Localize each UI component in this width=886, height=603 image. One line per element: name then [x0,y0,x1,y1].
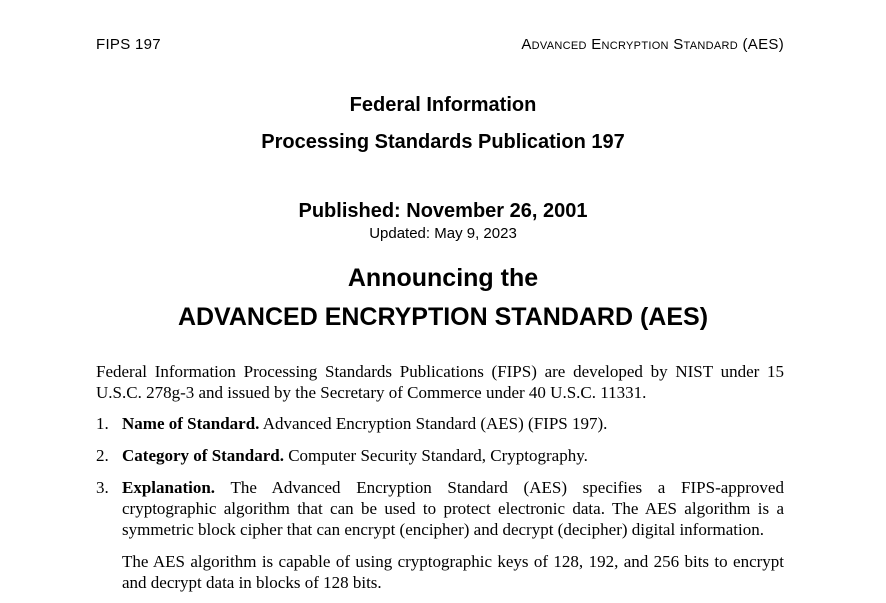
header-doc-id: FIPS 197 [96,36,161,53]
item-number: 3. [96,478,109,497]
item-heading: Explanation. [122,478,216,497]
list-item [96,445,784,466]
item-heading: Name of Standard. [122,414,260,433]
numbered-list-item-2 [96,445,784,466]
item-heading: Category of Standard. [122,446,284,465]
announcing-heading: Announcing the [347,264,539,292]
item-number: 2. [96,446,109,465]
published-date: Published: November 26, 2001 [298,200,588,222]
header-doc-title: Advanced Encryption Standard (AES) [521,36,784,53]
standard-name-heading: ADVANCED ENCRYPTION STANDARD (AES) [177,303,709,331]
explanation-paragraph-2: The AES algorithm is capable of using cryptographic keys of 128, 192, and 256 bits to encrypt and decrypt data in blocks of 128 bits. [122,552,784,592]
running-header [96,36,784,56]
item-text: Advanced Encryption Standard (AES) (FIPS 197). [262,414,608,433]
list-item [96,477,784,540]
numbered-list-item-1 [96,413,784,434]
updated-date: Updated: May 9, 2023 [369,225,517,242]
item-number: 1. [96,414,109,433]
item-text: The Advanced Encryption Standard (AES) specifies a FIPS-approved cryptographic algorithm that can be used to protect electronic data. The AES algorithm is a symmetric block cipher that can encrypt (encipher) and decrypt (decipher) digital information. [122,478,784,539]
item-text: Computer Security Standard, Cryptography. [288,446,588,465]
list-item [96,413,784,434]
title-line-2: Processing Standards Publication 197 [261,131,625,153]
title-line-1: Federal Information [349,94,537,116]
intro-paragraph: Federal Information Processing Standards Publications (FIPS) are developed by NIST under 15 U.S.C. 278g-3 and issued by the Secretary of Commerce under 40 U.S.C. 11331. [96,362,784,402]
numbered-list-item-3 [96,477,784,540]
